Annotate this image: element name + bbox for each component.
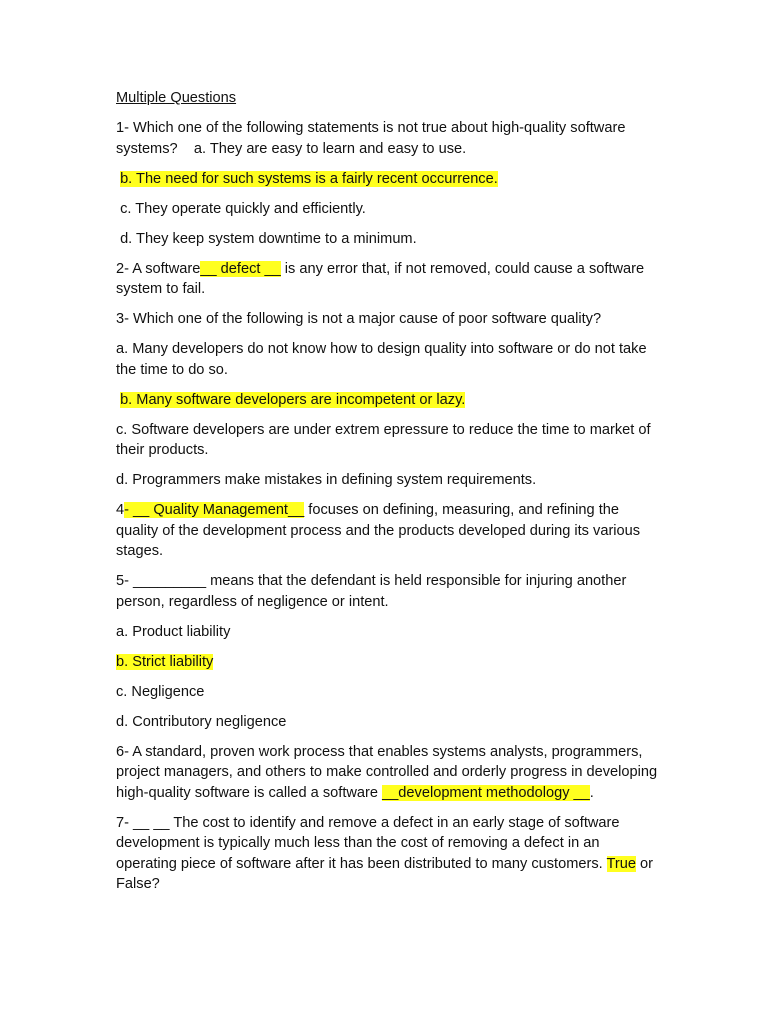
question-7-answer-highlight: True [606,855,636,872]
question-2-prefix: 2- A software [116,260,201,277]
question-1 [116,118,661,159]
question-6-answer-highlight: __development methodology __ [382,784,590,801]
question-5-option-b-answer-highlight: b. Strict liability [116,653,214,670]
question-2 [116,259,661,300]
question-5-option-a: a. Product liability [116,623,231,640]
question-3-option-b-answer-highlight: b. Many software developers are incompetent or lazy. [120,391,466,408]
question-3-option-b-line [116,390,661,411]
question-2-answer-highlight: __ defect __ [200,260,281,277]
document-page [116,88,661,904]
question-3-option-d: d. Programmers make mistakes in defining system requirements. [116,472,537,488]
question-4-prefix: 4 [116,502,125,518]
question-1-option-b-line [116,169,661,190]
question-7-stem: 7- __ __ The cost to identify and remove a defect in an early stage of software development is typically much less than the cost of removing a defect in an operating piece of software after it has been distributed to many customers. [116,814,620,872]
question-7-suffix: or False? [116,855,654,892]
question-5-option-c: c. Negligence [116,683,205,700]
question-1-option-d-line [116,229,661,250]
question-1-option-a: a. They are easy to learn and easy to use. [193,140,467,157]
question-5-option-b-line [116,652,661,673]
question-5: 5- _________ means that the defendant is held responsible for injuring another person, regardless of negligence or intent. [116,573,627,610]
question-5-option-d: d. Contributory negligence [116,713,287,730]
question-1-option-c: c. They operate quickly and efficiently. [120,200,366,217]
question-4 [116,500,661,562]
question-2-suffix: is any error that, if not removed, could cause a software system to fail. [116,260,645,297]
question-1-option-b-answer-highlight: b. The need for such systems is a fairly recent occurrence. [120,170,498,187]
question-1-option-d: d. They keep system downtime to a minimum. [120,230,417,247]
document-title: Multiple Questions [116,90,237,106]
question-3-option-a: a. Many developers do not know how to design quality into software or do not take the time to do so. [116,341,647,378]
question-1-stem: 1- Which one of the following statements is not true about high-quality software systems? [116,120,626,157]
question-6 [116,742,661,804]
question-3: 3- Which one of the following is not a major cause of poor software quality? [116,311,602,327]
question-6-suffix: . [589,784,594,801]
question-4-answer-highlight: - __ Quality Management__ [124,502,305,518]
question-3-option-c: c. Software developers are under extrem epressure to reduce the time to market of their products. [116,421,651,458]
question-1-option-c-line [116,199,661,220]
question-6-stem: 6- A standard, proven work process that enables systems analysts, programmers, project managers, and others to make controlled and orderly progress in developing high-quality software is called a software [116,743,658,801]
question-4-suffix: focuses on defining, measuring, and refining the quality of the development process and the products developed during its various stages. [116,502,641,559]
question-7 [116,813,661,895]
